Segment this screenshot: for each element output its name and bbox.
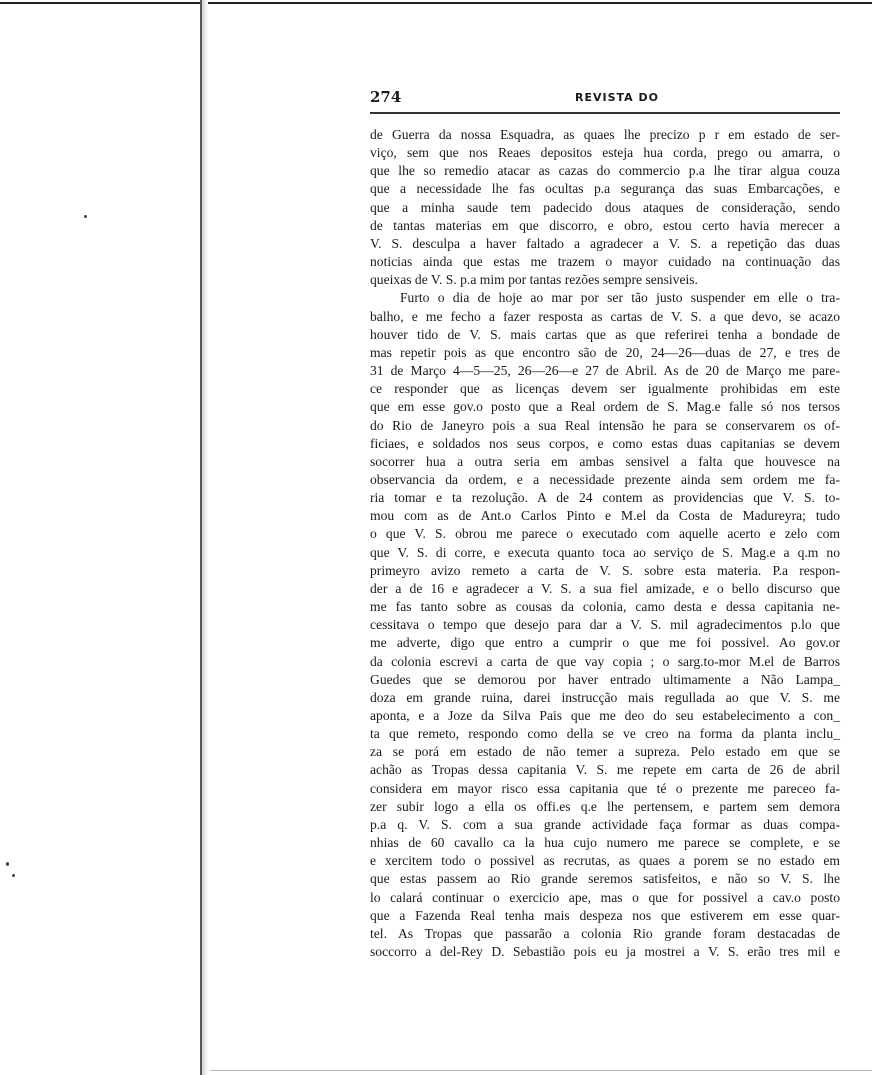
- text-line: ce responder que as licenças devem ser igualmente prohibidas em este: [370, 381, 840, 397]
- scan-top-edge: [0, 2, 872, 4]
- text-line: der a de 16 e agradecer a V. S. a sua fiel amizade, e o bello discurso que: [370, 580, 840, 596]
- text-line: soccorro a del-Rey D. Sebastião pois eu ja mostrei a V. S. erão tres mil e: [370, 944, 840, 960]
- text-line: mas repetir pois as que encontro são de 20, 24—26—duas de 27, e tres de: [370, 344, 840, 360]
- text-line: que lhe so remedio atacar as cazas do commercio p.a lhe tirar algua couza: [370, 163, 840, 179]
- text-line: me fas tanto sobre as cousas da colonia, camo desta e dessa capitania ne-: [370, 599, 840, 615]
- text-line: de Guerra da nossa Esquadra, as quaes lhe precizo p r em estado de ser-: [370, 127, 840, 142]
- scan-bottom-edge: [210, 1070, 872, 1071]
- text-line: ta que remeto, respondo como della se ve creo na forma da planta inclu_: [370, 726, 840, 742]
- text-line: balho, e me fecho a fazer resposta as cartas de V. S. a que devo, se acazo: [370, 308, 840, 324]
- text-line: de tantas materias em que discorro, e obro, estou certo havia merecer a: [370, 217, 840, 233]
- text-line: Guedes que se demorou por haver entrado ultimamente a Não Lampa_: [370, 671, 840, 687]
- text-line: za se porá em estado de não temer a supreza. Pelo estado em que se: [370, 744, 840, 760]
- text-line: ficiaes, e soldados nos seus corpos, e como estas duas capitanias se devem: [370, 435, 840, 451]
- text-line: socorrer hua a outra seria em ambas sensivel a falta que houvesce na: [370, 453, 840, 469]
- text-line: tel. As Tropas que passarão a colonia Rio grande foram destacadas de: [370, 925, 840, 941]
- text-line: primeyro avizo remeto a carta de V. S. sobre esta materia. P.a respon-: [370, 562, 840, 578]
- running-head: REVISTA DO: [575, 91, 659, 104]
- scan-speck: [6, 862, 9, 866]
- text-line: que estas passem ao Rio grande seremos satisfeitos, e não so V. S. lhe: [370, 871, 840, 887]
- text-line: Furto o dia de hoje ao mar por ser tão justo suspender em elle o tra-: [400, 290, 840, 306]
- text-line: da colonia escrevi a carta de que vay copia ; o sarg.to-mor M.el de Barros: [370, 653, 840, 669]
- text-line: zer subir logo a ella os offi.es q.e lhe pertensem, e partem sem demora: [370, 798, 840, 814]
- text-line: noticias ainda que estas me trazem o mayor cuidado na continuação das: [370, 254, 840, 270]
- document-body: [370, 126, 840, 961]
- text-line: do Rio de Janeyro pois a sua Real intensão he para se conservarem os of-: [370, 417, 840, 433]
- text-line: o que V. S. obrou me parece o executado com aquelle acerto e zelo com: [370, 526, 840, 542]
- text-line: e xercitem todo o possivel as recrutas, as quaes a porem se no estado em: [370, 853, 840, 869]
- text-line: aponta, e a Joze da Silva Pais que me deo do seu estabelecimento a con_: [370, 708, 840, 723]
- text-line: que a necessidade lhe fas ocultas p.a segurança das suas Embarcações, e: [370, 181, 840, 197]
- page-number: 274: [370, 88, 402, 106]
- scan-speck: [84, 215, 87, 218]
- text-line: achão as Tropas dessa capitania V. S. me repete em carta de 26 de abril: [370, 762, 840, 778]
- text-line: ria tomar e ta rezolução. A de 24 contem as providencias que V. S. to-: [370, 490, 840, 506]
- text-line: V. S. desculpa a haver faltado a agradecer a V. S. a repetição das duas: [370, 235, 840, 251]
- gutter-shadow: [202, 0, 208, 1075]
- text-line: p.a q. V. S. com a sua grande actividade faça formar as duas compa-: [370, 816, 840, 832]
- header-rule: [370, 112, 840, 114]
- text-line: que a Fazenda Real tenha mais despeza nos que estiverem em esse quar-: [370, 907, 840, 923]
- text-line: cessitava o tempo que desejo para dar a V. S. mil agradecimentos p.lo que: [370, 617, 840, 633]
- text-line: viço, sem que nos Reaes depositos esteja hua corda, prego ou amarra, o: [370, 145, 840, 161]
- text-line: observancia da ordem, e a necessidade prezente ainda sem ordem me fa-: [370, 471, 840, 487]
- text-line: me adverte, digo que entro a cumprir o que me foi possivel. Ao gov.or: [370, 635, 840, 651]
- text-line: houver tido de V. S. mais cartas que as que referirei tenha a bondade de: [370, 326, 840, 342]
- page-header: [370, 88, 840, 110]
- text-line: que a minha saude tem padecido dous ataques de consideração, sendo: [370, 199, 840, 215]
- text-line: lo calará continuar o exercicio ape, mas o que for possivel a cav.o posto: [370, 889, 840, 905]
- text-line: considera em mayor risco essa capitania que té o prezente me pareceo fa-: [370, 780, 840, 796]
- text-line: que em esse gov.o posto que a Real ordem de S. Mag.e falle só nos tersos: [370, 399, 840, 415]
- text-line: doza em grande ruina, darei instrucção mais regullada ao que V. S. me: [370, 689, 840, 705]
- text-line: queixas de V. S. p.a mim por tantas rezões sempre sensiveis.: [370, 272, 698, 288]
- text-line: 31 de Março 4—5—25, 26—26—e 27 de Abril. As de 20 de Março me pare-: [370, 363, 840, 379]
- scan-speck: [12, 874, 15, 877]
- text-line: que V. S. di corre, e executa quanto toca ao serviço de S. Mag.e a q.m no: [370, 544, 840, 560]
- text-line: nhias de 60 cavallo ca la hua cujo numero me parece se complete, e se: [370, 835, 840, 851]
- blank-left-page: [0, 0, 200, 1075]
- text-line: mou com as de Ant.o Carlos Pinto e M.el da Costa de Madureyra; tudo: [370, 508, 840, 524]
